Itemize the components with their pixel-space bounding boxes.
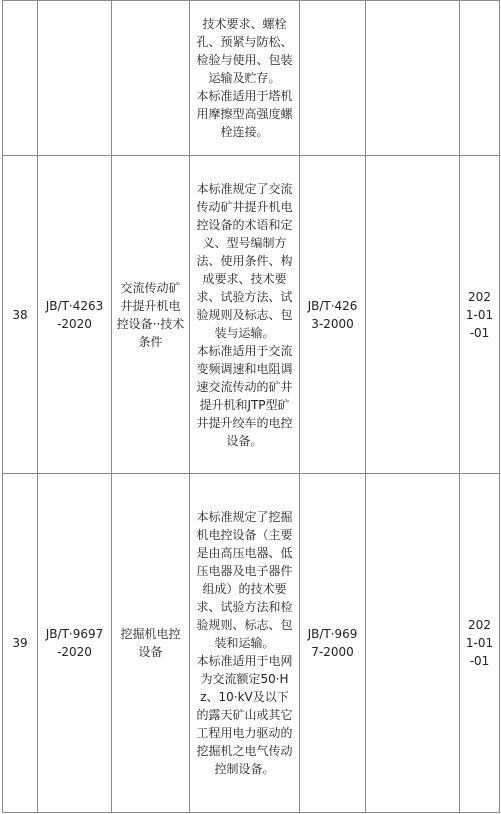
implementation-date-text: 2021-01-01: [465, 618, 494, 668]
standard-name-text: 交流传动矿井提升机电控设备··技术条件: [116, 280, 185, 349]
standard-code: [38, 474, 112, 813]
table-row: [3, 156, 500, 474]
standard-description: [190, 474, 300, 813]
adopted-standard: [366, 1, 460, 156]
description-paragraph: 本标准适用于塔机用摩擦型高强度螺栓连接。: [196, 89, 293, 139]
replaced-standard: [300, 156, 366, 474]
replaced-standard: [300, 474, 366, 813]
table-row: [3, 1, 500, 156]
description-paragraph: 本标准规定了交流传动矿井提升机电控设备的术语和定义、型号编制方法、使用条件、构成要求、技术要求、试验方法、试验规则及标志、包装与运输。: [196, 181, 293, 340]
description-paragraph: 本标准规定了挖掘机电控设备（主要是由高压电器、低压电器及电子器件组成）的技术要求、试验方法和检验规则、标志、包装和运输。: [196, 510, 293, 650]
table-row: [3, 474, 500, 813]
standard-name: [112, 474, 190, 813]
replaced-standard: [300, 1, 366, 156]
adopted-standard: [366, 474, 460, 813]
implementation-date: [460, 156, 500, 474]
description-paragraph: 本标准适用于电网为交流额定50·Hz、10·kV及以下的露天矿山或其它工程用电力驱动的挖掘机之电气传动控制设备。: [196, 654, 293, 776]
standard-code: [38, 1, 112, 156]
implementation-date-text: 2021-01-01: [465, 289, 494, 340]
standard-description: [190, 1, 300, 156]
replaced-standard-text: JB/T·4263-2000: [307, 298, 358, 331]
standard-name-text: 挖掘机电控设备: [120, 627, 181, 659]
replaced-standard-text: JB/T·9697-2000: [307, 627, 358, 659]
implementation-date: [460, 1, 500, 156]
standard-name: [112, 156, 190, 474]
row-number: 38: [3, 156, 38, 474]
standard-description: [190, 156, 300, 474]
row-number: 39: [3, 474, 38, 813]
standards-table: [2, 0, 500, 813]
standard-code: [38, 156, 112, 474]
description-paragraph: 本标准适用于交流变频调速和电阻调速交流传动的矿井提升机和JTP型矿井提升绞车的电控设备。: [196, 343, 293, 448]
implementation-date: [460, 474, 500, 813]
adopted-standard: [366, 156, 460, 474]
standard-name: [112, 1, 190, 156]
standard-code-text: JB/T·4263-2020: [45, 298, 104, 331]
row-number: [3, 1, 38, 156]
standard-code-text: JB/T·9697-2020: [45, 627, 104, 659]
description-paragraph: 技术要求、螺栓孔、预紧与防松、检验与使用、包装运输及贮存。: [196, 17, 293, 85]
